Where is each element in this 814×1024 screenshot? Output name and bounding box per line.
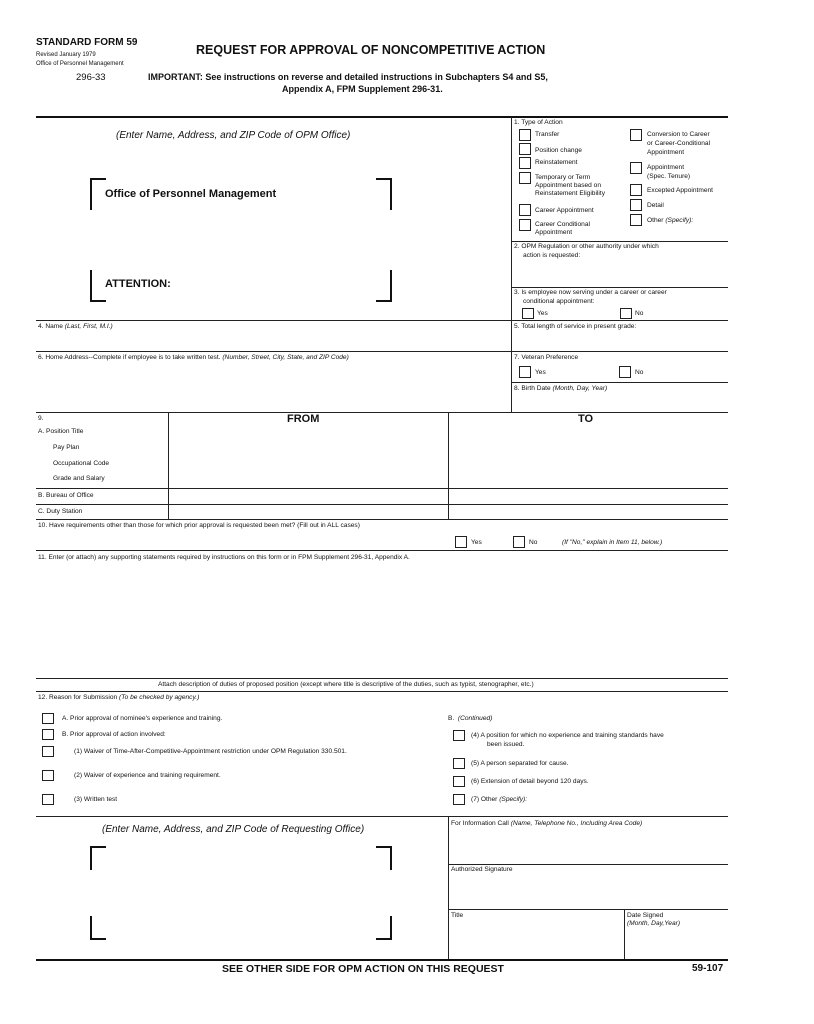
position-change-label: Position change [535, 147, 582, 154]
reason-b7-specify: (Specify): [499, 796, 528, 803]
birth-date-label: 8. Birth Date (Month, Day, Year) [514, 385, 608, 392]
home-address-input[interactable] [38, 364, 508, 410]
rule [36, 550, 728, 551]
opm-regulation-label-2: action is requested: [523, 252, 581, 259]
conversion-label-2: or Career-Conditional [647, 140, 711, 147]
reason-submission-hint: (To be checked by agency.) [119, 694, 200, 701]
opm-regulation-input[interactable] [514, 262, 726, 286]
name-hint: (Last, First, M.I.) [64, 323, 113, 330]
date-signed-hint: (Month, Day,Year) [627, 920, 681, 927]
reinstatement-checkbox[interactable] [519, 157, 531, 169]
address-corner-tr [376, 178, 392, 210]
to-bureau-input[interactable] [450, 489, 726, 503]
grade-salary-label: Grade and Salary [53, 475, 105, 482]
from-position-input[interactable] [170, 426, 446, 486]
authorized-signature-label: Authorized Signature [451, 866, 513, 873]
rule [36, 816, 728, 817]
form-number: 59-107 [692, 963, 724, 974]
reinstatement-label: Reinstatement [535, 159, 578, 166]
reason-b5-label: (5) A person separated for cause. [471, 760, 569, 767]
reason-b-continued-label: B. (Continued) [448, 715, 493, 722]
other-action-label: Other (Specify): [647, 217, 694, 224]
type-of-action-label: 1. Type of Action [514, 119, 563, 126]
other-action-checkbox[interactable] [630, 214, 642, 226]
spec-tenure-label-2: (Spec. Tenure) [647, 173, 691, 180]
requirements-no-checkbox[interactable] [513, 536, 525, 548]
requesting-office-address-input[interactable] [110, 872, 372, 912]
rule [512, 382, 728, 383]
reason-b4-label-2: been issued. [487, 741, 525, 748]
reason-b1-checkbox[interactable] [42, 746, 54, 757]
form-id: STANDARD FORM 59 [36, 37, 138, 48]
requirements-met-label: 10. Have requirements other than those for which prior approval is requested been met? (Fill out in ALL cases) [38, 522, 360, 529]
service-length-input[interactable] [514, 333, 726, 349]
career-serving-yes-label: Yes [537, 310, 548, 317]
reason-b4-label: (4) A position for which no experience and training standards have [471, 732, 664, 739]
home-address-label: 6. Home Address--Complete if employee is to take written test. (Number, Street, City, State, and ZIP Code) [38, 354, 349, 361]
reason-b3-label: (3) Written test [74, 796, 118, 803]
date-signed-label: Date Signed [627, 912, 664, 919]
veteran-yes-label: Yes [535, 369, 546, 376]
temporary-term-checkbox[interactable] [519, 172, 531, 184]
career-conditional-label-2: Appointment [535, 229, 573, 236]
requirements-no-label: No [529, 539, 538, 546]
form-title: REQUEST FOR APPROVAL OF NONCOMPETITIVE ACTION [196, 43, 546, 57]
requesting-office-instruction: (Enter Name, Address, and ZIP Code of Requesting Office) [102, 824, 365, 835]
occupational-code-label: Occupational Code [53, 460, 110, 467]
from-bureau-input[interactable] [170, 489, 446, 503]
reason-b5-checkbox[interactable] [453, 758, 465, 769]
rule [36, 351, 728, 352]
temporary-term-label-2: Appointment based on [535, 182, 601, 189]
conversion-label-3: Appointment [647, 149, 685, 156]
reason-b7-label: (7) Other (Specify): [471, 796, 528, 803]
rule [512, 241, 728, 242]
transfer-checkbox[interactable] [519, 129, 531, 141]
spec-tenure-label: Appointment [647, 164, 685, 171]
veteran-no-label: No [635, 369, 644, 376]
opm-office-instruction: (Enter Name, Address, and ZIP Code of OPM Office) [116, 130, 351, 141]
supporting-statements-input[interactable] [38, 565, 726, 675]
reason-b-continued-hint: (Continued) [457, 715, 493, 722]
requesting-corner-tl [90, 846, 106, 870]
to-duty-station-input[interactable] [450, 505, 726, 518]
address-corner-br [376, 270, 392, 302]
spec-tenure-checkbox[interactable] [630, 162, 642, 174]
item9-number: 9. [38, 415, 44, 422]
career-serving-no-checkbox[interactable] [620, 308, 632, 319]
rule [448, 817, 449, 959]
address-corner-bl [90, 270, 106, 302]
veteran-preference-label: 7. Veteran Preference [514, 354, 579, 361]
important-line-2: Appendix A, FPM Supplement 296-31. [282, 84, 443, 94]
career-serving-no-label: No [635, 310, 644, 317]
supporting-statements-label: 11. Enter (or attach) any supporting statements required by instructions on this form or in FPM Supplement 296-31, Appendix A. [38, 554, 410, 561]
rule [449, 909, 728, 910]
to-header: TO [578, 413, 594, 425]
position-change-checkbox[interactable] [519, 143, 531, 155]
rule [36, 320, 728, 321]
to-position-input[interactable] [450, 426, 726, 486]
bottom-rule [36, 959, 728, 961]
reason-b3-checkbox[interactable] [42, 794, 54, 805]
footer-note: SEE OTHER SIDE FOR OPM ACTION ON THIS REQUEST [222, 963, 504, 975]
reason-b6-checkbox[interactable] [453, 776, 465, 787]
detail-label: Detail [647, 202, 664, 209]
reason-b2-label: (2) Waiver of experience and training requirement. [74, 772, 221, 779]
agency-name: Office of Personnel Management [36, 61, 124, 67]
temporary-term-label-3: Reinstatement Eligibility [535, 190, 605, 197]
title-input[interactable] [451, 923, 621, 957]
from-header: FROM [287, 413, 320, 425]
career-serving-label: 3. Is employee now serving under a career or career [514, 289, 667, 296]
birth-date-input[interactable] [514, 395, 726, 411]
veteran-no-checkbox[interactable] [619, 366, 631, 378]
form-code: 296-33 [76, 72, 106, 83]
duties-attach-note: Attach description of duties of proposed position (except where title is descriptive of the duties, such as typist, stenographer, etc.) [158, 681, 534, 688]
rule [512, 287, 728, 288]
info-call-hint: (Name, Telephone No., Including Area Code) [510, 820, 643, 827]
temporary-term-label: Temporary or Term [535, 174, 591, 181]
from-duty-station-input[interactable] [170, 505, 446, 518]
reason-b4-checkbox[interactable] [453, 730, 465, 741]
requesting-corner-tr [376, 846, 392, 870]
reason-b-checkbox[interactable] [42, 729, 54, 740]
reason-b7-checkbox[interactable] [453, 794, 465, 805]
career-conditional-label: Career Conditional [535, 221, 590, 228]
career-serving-label-2: conditional appointment: [523, 298, 595, 305]
name-label: 4. Name (Last, First, M.I.) [38, 323, 113, 330]
attention-label: ATTENTION: [105, 278, 171, 290]
career-appointment-label: Career Appointment [535, 207, 594, 214]
title-label: Title [451, 912, 464, 919]
rule [36, 691, 728, 692]
info-call-label: For Information Call (Name, Telephone No., Including Area Code) [451, 820, 643, 827]
reason-submission-label: 12. Reason for Submission (To be checked by agency.) [38, 694, 200, 701]
requirements-yes-checkbox[interactable] [455, 536, 467, 548]
conversion-checkbox[interactable] [630, 129, 642, 141]
reason-b2-checkbox[interactable] [42, 770, 54, 781]
requirements-no-note: (If "No," explain in Item 11, below.) [562, 539, 663, 546]
top-rule [36, 116, 728, 118]
important-line-1: IMPORTANT: See instructions on reverse and detailed instructions in Subchapters S4 and S5, [148, 72, 548, 82]
birth-date-hint: (Month, Day, Year) [552, 385, 608, 392]
date-signed-input[interactable] [627, 931, 726, 957]
veteran-yes-checkbox[interactable] [519, 366, 531, 378]
requirements-yes-label: Yes [471, 539, 482, 546]
excepted-appointment-label: Excepted Appointment [647, 187, 713, 194]
reason-a-checkbox[interactable] [42, 713, 54, 724]
rule [449, 864, 728, 865]
requesting-corner-bl [90, 916, 106, 940]
pay-plan-label: Pay Plan [53, 444, 80, 451]
career-conditional-checkbox[interactable] [519, 219, 531, 231]
home-address-hint: (Number, Street, City, State, and ZIP Code) [222, 354, 349, 361]
rule [624, 910, 625, 959]
info-call-input[interactable] [451, 831, 726, 863]
rule [36, 519, 728, 520]
top-section-divider [511, 117, 512, 412]
rule [36, 412, 728, 413]
conversion-label: Conversion to Career [647, 131, 710, 138]
reason-a-label: A. Prior approval of nominee's experience and training. [62, 715, 223, 722]
duty-station-label: C. Duty Station [38, 508, 83, 515]
reason-b-label: B. Prior approval of action involved: [62, 731, 166, 738]
career-serving-yes-checkbox[interactable] [522, 308, 534, 319]
requesting-corner-br [376, 916, 392, 940]
revised-date: Revised January 1979 [36, 52, 96, 58]
service-length-label: 5. Total length of service in present grade: [514, 323, 637, 330]
rule [36, 678, 728, 679]
reason-b6-label: (6) Extension of detail beyond 120 days. [471, 778, 589, 785]
other-action-specify: (Specify): [665, 217, 694, 224]
excepted-appointment-checkbox[interactable] [630, 184, 642, 196]
authorized-signature-input[interactable] [451, 877, 726, 907]
reason-b1-label: (1) Waiver of Time-After-Competitive-Appointment restriction under OPM Regulation 330.501. [74, 748, 347, 755]
career-appointment-checkbox[interactable] [519, 204, 531, 216]
address-corner-tl [90, 178, 106, 210]
name-input[interactable] [38, 333, 508, 349]
opm-office-name: Office of Personnel Management [105, 188, 277, 200]
position-title-label: A. Position Title [38, 428, 84, 435]
detail-checkbox[interactable] [630, 199, 642, 211]
opm-regulation-label: 2. OPM Regulation or other authority under which [514, 243, 659, 250]
transfer-label: Transfer [535, 131, 560, 138]
bureau-label: B. Bureau of Office [38, 492, 94, 499]
